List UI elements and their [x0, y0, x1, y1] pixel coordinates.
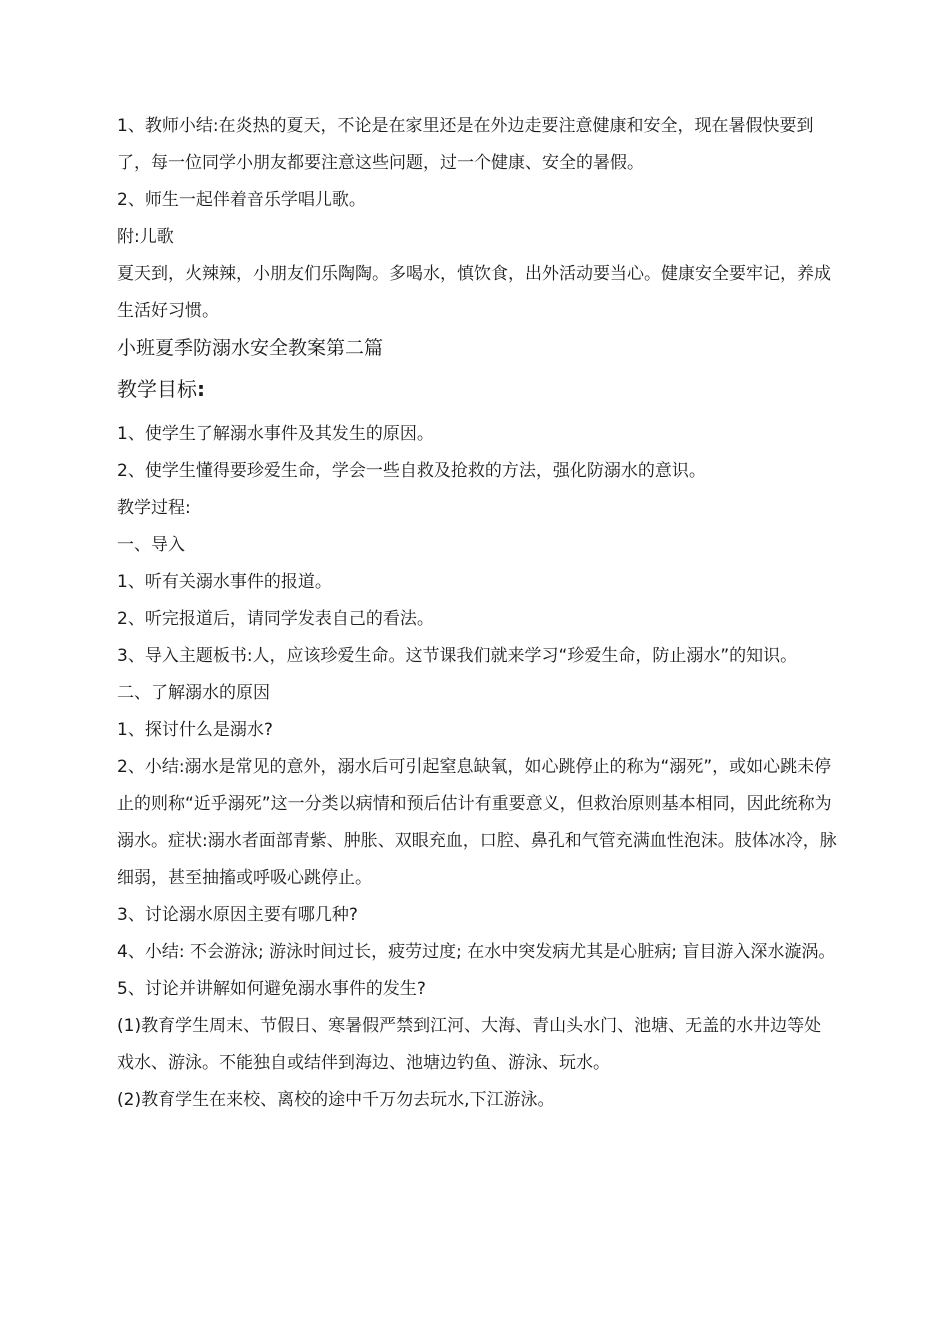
objectives-heading [117, 367, 837, 411]
document-body [117, 108, 837, 1119]
objective-item: 2、使学生懂得要珍爱生命，学会一些自救及抢救的方法，强化防溺水的意识。 [117, 461, 706, 481]
list-item: 3、导入主题板书:人，应该珍爱生命。这节课我们就来学习“珍爱生命，防止溺水”的知识。 [117, 646, 798, 666]
list-item: 1、听有关溺水事件的报道。 [117, 572, 332, 592]
sub-item: (1)教育学生周末、节假日、寒暑假严禁到江河、大海、青山头水门、池塘、无盖的水井边等处戏水、游泳。不能独自或结伴到海边、池塘边钓鱼、游泳、玩水。 [117, 1016, 822, 1073]
process-label: 教学过程: [117, 498, 191, 518]
list-item: 4、小结: 不会游泳; 游泳时间过长，疲劳过度; 在水中突发病尤其是心脏病; 盲目游入深水漩涡。 [117, 942, 836, 962]
song-instruction: 2、师生一起伴着音乐学唱儿歌。 [117, 190, 366, 210]
list-item: 1、探讨什么是溺水? [117, 720, 273, 740]
section-title: 小班夏季防溺水安全教案第二篇 [117, 337, 384, 359]
list-item: 2、小结:溺水是常见的意外，溺水后可引起窒息缺氧，如心跳停止的称为“溺死”，或如心跳未停止的则称“近乎溺死”这一分类以病情和预后估计有重要意义，但救治原则基本相同，因此统称为溺水。症状:溺水者面部青紫、肿胀、双眼充血，口腔、鼻孔和气管充满血性泡沫。肢体冰冷，脉细弱，甚至抽搐或呼吸心跳停止。 [117, 757, 837, 888]
song-label: 附:儿歌 [117, 227, 174, 247]
sub-item: (2)教育学生在来校、离校的途中千万勿去玩水,下江游泳。 [117, 1090, 555, 1110]
list-item: 3、讨论溺水原因主要有哪几种? [117, 905, 358, 925]
song-lyrics: 夏天到，火辣辣，小朋友们乐陶陶。多喝水，慎饮食，出外活动要当心。健康安全要牢记，养成生活好习惯。 [117, 264, 831, 321]
objectives-heading-colon: : [197, 377, 205, 401]
summary-paragraph: 1、教师小结:在炎热的夏天，不论是在家里还是在外边走要注意健康和安全，现在暑假快要到了，每一位同学小朋友都要注意这些问题，过一个健康、安全的暑假。 [117, 116, 814, 173]
list-item: 5、讨论并讲解如何避免溺水事件的发生? [117, 979, 426, 999]
objectives-heading-text: 教学目标 [117, 377, 197, 401]
objective-item: 1、使学生了解溺水事件及其发生的原因。 [117, 424, 434, 444]
part-two-heading: 二、了解溺水的原因 [117, 683, 270, 703]
part-one-heading: 一、导入 [117, 535, 185, 555]
list-item: 2、听完报道后，请同学发表自己的看法。 [117, 609, 434, 629]
